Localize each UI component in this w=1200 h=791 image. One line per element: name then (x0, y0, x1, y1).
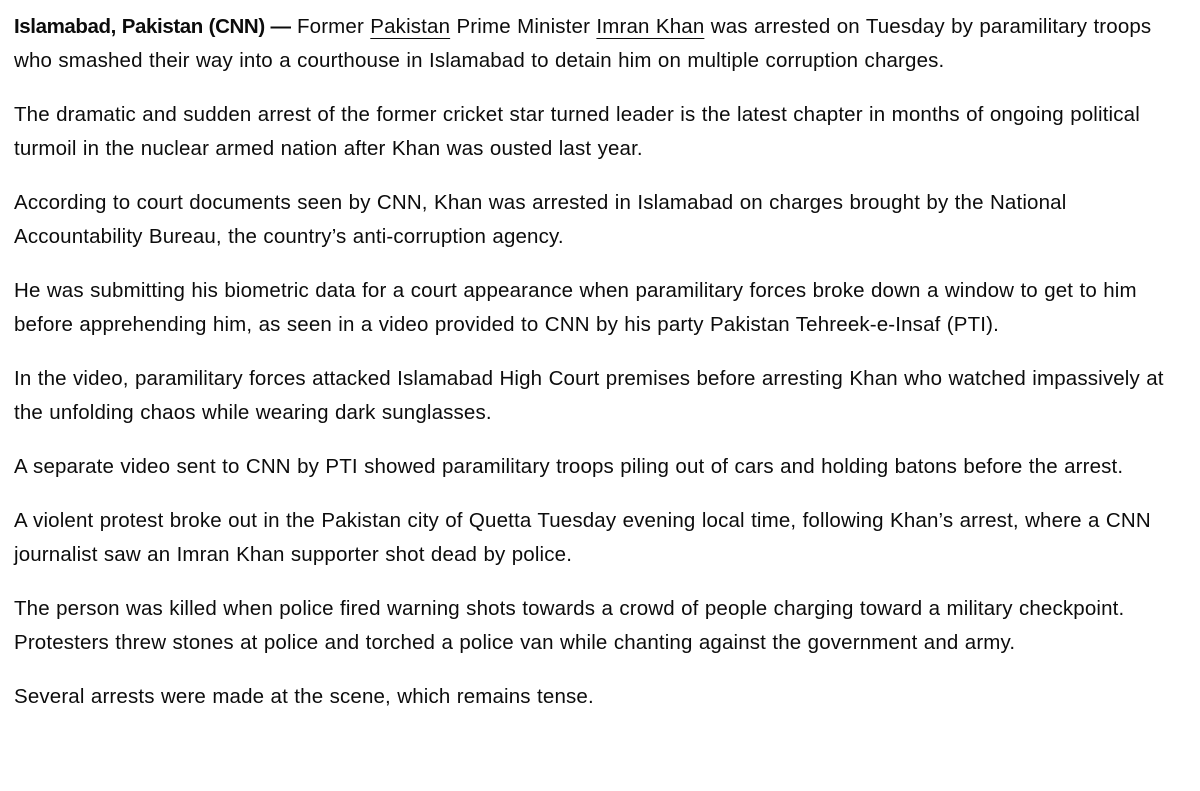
lead-text-end: was arrested on Tuesday by paramilitary troops who smashed their way into a courthouse in Islamabad to detain him on multiple corruption charges. (14, 15, 1152, 72)
imran-khan-link[interactable]: Imran Khan (596, 15, 705, 38)
lead-text-start: Former (290, 15, 371, 38)
paragraph-5: In the video, paramilitary forces attacked Islamabad High Court premises before arresting Khan who watched impassively at the unfolding chaos while wearing dark sunglasses. (14, 367, 1164, 424)
paragraph-8: The person was killed when police fired warning shots towards a crowd of people charging toward a military checkpoint. Protesters threw stones at police and torched a police van while chanting against the government and army. (14, 597, 1125, 654)
lead-text-middle: Prime Minister (450, 15, 597, 38)
paragraph-2: The dramatic and sudden arrest of the former cricket star turned leader is the latest chapter in months of ongoing political turmoil in the nuclear armed nation after Khan was ousted last year. (14, 103, 1140, 160)
paragraph-9: Several arrests were made at the scene, which remains tense. (14, 685, 594, 708)
paragraph-4: He was submitting his biometric data for a court appearance when paramilitary forces broke down a window to get to him before apprehending him, as seen in a video provided to CNN by his party Pakistan Tehreek-e-Insaf (PTI). (14, 279, 1137, 336)
paragraph-6: A separate video sent to CNN by PTI showed paramilitary troops piling out of cars and holding batons before the arrest. (14, 455, 1124, 478)
paragraph-7: A violent protest broke out in the Pakistan city of Quetta Tuesday evening local time, following Khan’s arrest, where a CNN journalist saw an Imran Khan supporter shot dead by police. (14, 509, 1151, 566)
dateline: Islamabad, Pakistan (CNN) — (14, 15, 291, 38)
pakistan-link[interactable]: Pakistan (370, 15, 451, 38)
paragraph-3: According to court documents seen by CNN, Khan was arrested in Islamabad on charges brought by the National Accountability Bureau, the country’s anti-corruption agency. (14, 191, 1067, 248)
lead-paragraph (14, 10, 1186, 78)
